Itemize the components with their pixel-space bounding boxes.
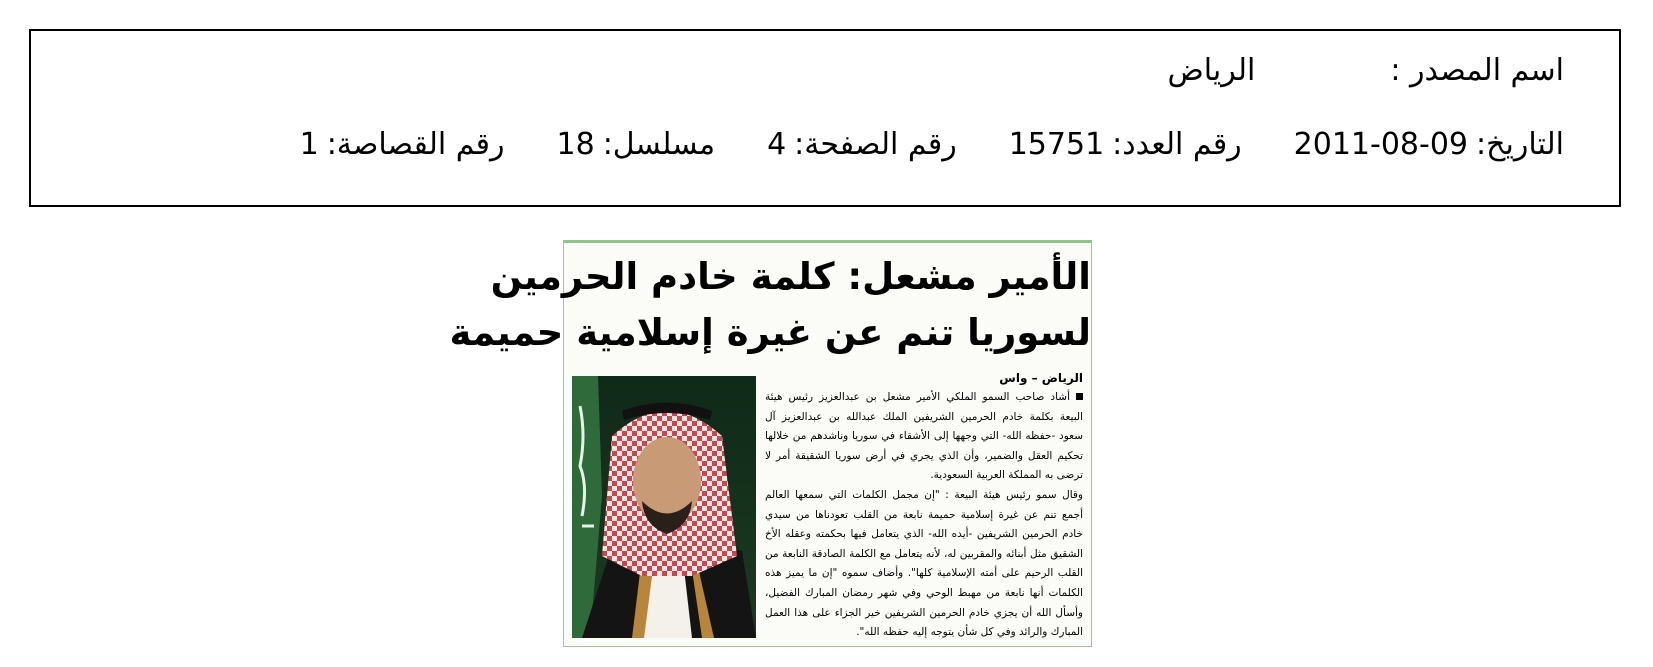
date-label: التاريخ:: [1476, 127, 1564, 162]
headline-line-2: لسوريا تنم عن غيرة إسلامية حميمة: [449, 311, 1091, 354]
issue-field: [1009, 127, 1242, 162]
serial-field: [557, 127, 716, 162]
source-row: [1168, 53, 1564, 88]
headline-line-1: الأمير مشعل: كلمة خادم الحرمين: [490, 255, 1091, 298]
page-value: 4: [767, 127, 787, 162]
serial-label: مسلسل:: [602, 127, 716, 162]
headline: [449, 249, 1091, 361]
article-paragraph-1-text: أشاد صاحب السمو الملكي الأمير مشعل بن عبدالعزيز رئيس هيئة البيعة بكلمة خادم الحرمين الشريفين الملك عبدالله بن عبدالعزيز آل سعود -حفظه الله- التي وجهها إلى الأشقاء في سوريا وناشدهم من خلالها تحكيم العقل والضمير، وأن الذي يجري في أرض سوريا الشقيقة أمر لا ترضى به المملكة العربية السعودية.: [765, 391, 1083, 482]
dateline: الرياض – واس: [999, 371, 1083, 385]
clip-number-label: رقم القصاصة:: [326, 127, 505, 162]
page-label: رقم الصفحة:: [794, 127, 957, 162]
source-value: الرياض: [1167, 53, 1256, 88]
article-paragraph-2: وقال سمو رئيس هيئة البيعة : "إن مجمل الكلمات التي سمعها العالم أجمع تنم عن غيرة إسلامية حميمة نابعة من القلب تعودناها من سيدي خادم الحرمين الشريفين -أيده الله- الذي يتعامل فيها بحكمته وعقله الأخ الشقيق مثل أبنائه والمقربين له، لأنه يتعامل مع الكلمة الصادقة النابعة من القلب الرحيم على أمته الإسلامية كلها". وأضاف سموه "إن ما يميز هذه الكلمات أنها نابعة من مهبط الوحي وفي شهر رمضان المبارك الفضيل، وأسأل الله أن يجزي خادم الحرمين الشريفين خير الجزاء على هذا العمل المبارك والرائد وفي كل شأن يتوجه إليه حفظه الله".: [765, 488, 1083, 639]
source-info-box: [29, 29, 1621, 207]
date-field: [1294, 127, 1564, 162]
page-field: [767, 127, 957, 162]
serial-value: 18: [556, 127, 595, 162]
portrait-photo: [572, 376, 756, 638]
clip-number-value: 1: [299, 127, 319, 162]
metadata-row: [300, 127, 1564, 162]
source-label: اسم المصدر :: [1390, 53, 1564, 88]
issue-label: رقم العدد:: [1112, 127, 1242, 162]
issue-value: 15751: [1008, 127, 1105, 162]
clip-number-field: [300, 127, 505, 162]
square-bullet-icon: [1076, 393, 1083, 400]
article-body: [765, 368, 1083, 643]
date-value: 2011-08-09: [1293, 127, 1469, 162]
article-paragraph-1: [765, 388, 1083, 486]
newspaper-clipping: [449, 240, 1092, 647]
